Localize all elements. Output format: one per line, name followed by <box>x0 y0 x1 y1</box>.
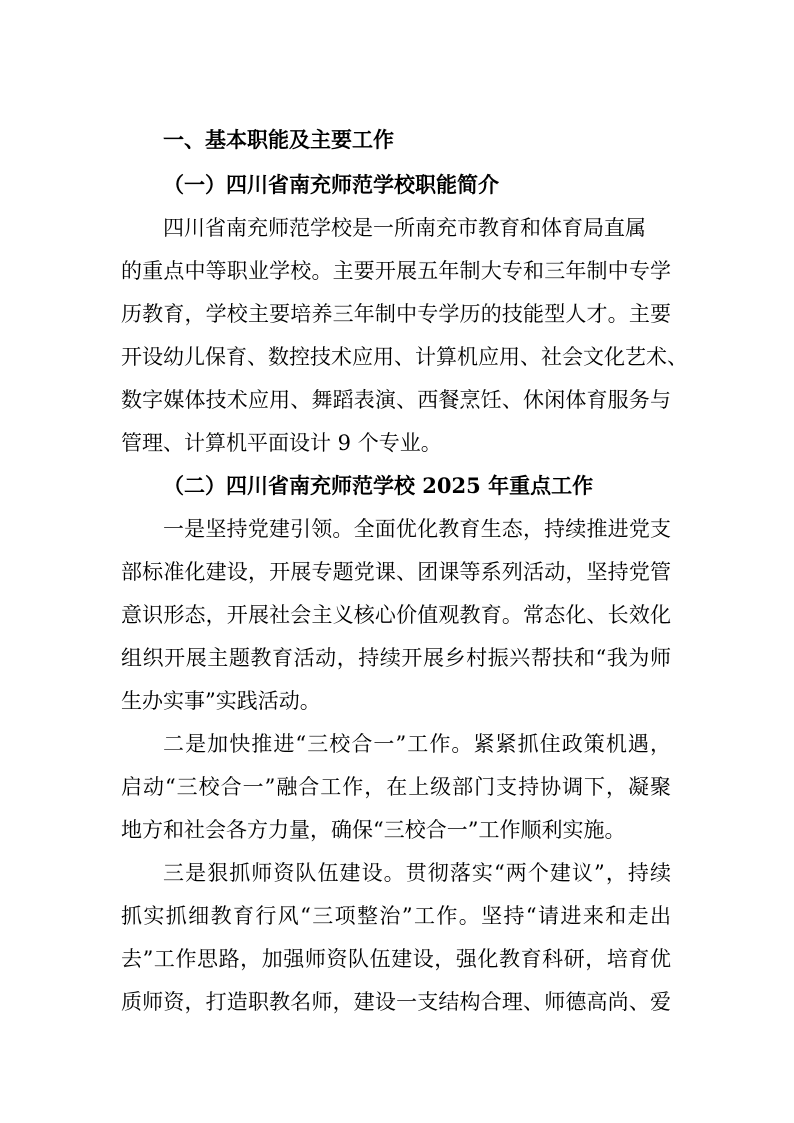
paragraph-line: 历教育，学校主要培养三年制中专学历的技能型人才。主要 <box>121 302 671 326</box>
paragraph-line: 地方和社会各方力量，确保“三校合一”工作顺利实施。 <box>121 818 626 842</box>
paragraph-line: 二是加快推进“三校合一”工作。紧紧抓住政策机遇， <box>163 732 671 756</box>
paragraph-line: 部标准化建设，开展专题党课、团课等系列活动，坚持党管 <box>121 560 671 584</box>
paragraph-line: 四川省南充师范学校是一所南充市教育和体育局直属 <box>163 216 646 240</box>
subsection-heading-2: （二）四川省南充师范学校 2025 年重点工作 <box>163 473 594 498</box>
paragraph-line: 组织开展主题教育活动，持续开展乡村振兴帮扶和“我为师 <box>121 646 671 670</box>
paragraph-line: 启动“三校合一”融合工作，在上级部门支持协调下，凝聚 <box>121 775 671 799</box>
paragraph-line: 管理、计算机平面设计 9 个专业。 <box>121 431 442 455</box>
paragraph-line: 意识形态，开展社会主义核心价值观教育。常态化、长效化 <box>121 603 671 627</box>
paragraph-line: 的重点中等职业学校。主要开展五年制大专和三年制中专学 <box>121 259 671 283</box>
section-heading: 一、基本职能及主要工作 <box>163 128 394 152</box>
subsection-heading-1: （一）四川省南充师范学校职能简介 <box>163 172 499 197</box>
paragraph-line: 抓实抓细教育行风“三项整治”工作。坚持“请进来和走出 <box>121 904 671 928</box>
paragraph-line: 三是狠抓师资队伍建设。贯彻落实“两个建议”，持续 <box>163 861 671 885</box>
paragraph-line: 数字媒体技术应用、舞蹈表演、西餐烹饪、休闲体育服务与 <box>121 388 671 412</box>
paragraph-line: 生办实事”实践活动。 <box>121 689 321 713</box>
paragraph-line: 开设幼儿保育、数控技术应用、计算机应用、社会文化艺术、 <box>121 345 688 369</box>
paragraph-line: 一是坚持党建引领。全面优化教育生态，持续推进党支 <box>163 517 671 541</box>
paragraph-line: 质师资，打造职教名师，建设一支结构合理、师德高尚、爱 <box>121 990 671 1014</box>
paragraph-line: 去”工作思路，加强师资队伍建设，强化教育科研，培育优 <box>121 947 671 971</box>
